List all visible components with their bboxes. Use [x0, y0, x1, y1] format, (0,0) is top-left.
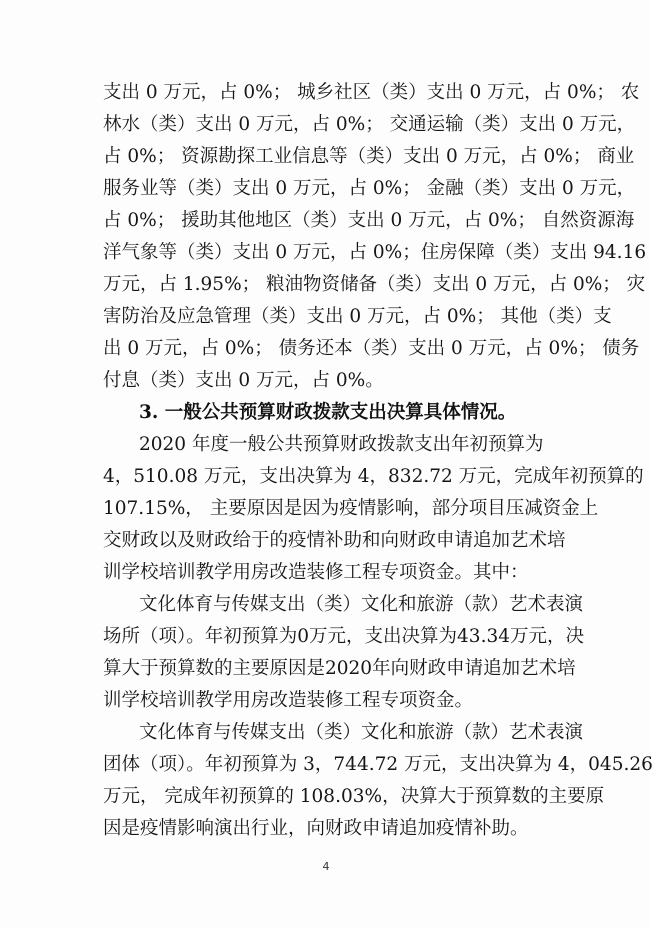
text-line: 万元， 完成年初预算的 108.03%，决算大于预算数的主要原 [103, 786, 605, 807]
text-line: 万元，占 1.95%； 粮油物资储备（类）支出 0 万元，占 0%； 灾 [103, 274, 646, 295]
text-line: 因是疫情影响演出行业，向财政申请追加疫情补助。 [103, 818, 529, 839]
text-line: 害防治及应急管理（类）支出 0 万元，占 0%； 其他（类）支 [103, 306, 612, 327]
text-line: 训学校培训教学用房改造装修工程专项资金。 [103, 690, 474, 711]
text-line: 团体（项）。年初预算为 3，744.72 万元，支出决算为 4，045.26 [103, 754, 653, 775]
text-line: 算大于预算数的主要原因是2020年向财政申请追加艺术培 [103, 658, 576, 679]
text-line: 付息（类）支出 0 万元，占 0%。 [103, 370, 384, 391]
text-line: 交财政以及财政给于的疫情补助和向财政申请追加艺术培 [103, 530, 566, 551]
text-line: 训学校培训教学用房改造装修工程专项资金。其中： [103, 562, 529, 583]
text-line: 107.15%， 主要原因是因为疫情影响，部分项目压减资金上 [103, 498, 599, 519]
text-line: 洋气象等（类）支出 0 万元，占 0%；住房保障（类）支出 94.16 [103, 242, 647, 263]
paragraph-start: 2020 年度一般公共预算财政拨款支出年初预算为 [139, 434, 544, 455]
paragraph-start: 文化体育与传媒支出（类）文化和旅游（款）艺术表演 [139, 594, 584, 615]
text-line: 占 0%； 援助其他地区（类）支出 0 万元，占 0%； 自然资源海 [103, 210, 635, 231]
paragraph-start: 文化体育与传媒支出（类）文化和旅游（款）艺术表演 [139, 722, 584, 743]
text-line: 支出 0 万元，占 0%； 城乡社区（类）支出 0 万元，占 0%； 农 [103, 82, 640, 103]
section-heading: 3. 一般公共预算财政拨款支出决算具体情况。 [139, 402, 517, 423]
text-line: 占 0%； 资源勘探工业信息等（类）支出 0 万元，占 0%； 商业 [103, 146, 635, 167]
text-line: 4，510.08 万元，支出决算为 4，832.72 万元，完成年初预算的 [103, 466, 644, 487]
text-line: 出 0 万元，占 0%； 债务还本（类）支出 0 万元，占 0%； 债务 [103, 338, 640, 359]
text-line: 服务业等（类）支出 0 万元，占 0%； 金融（类）支出 0 万元， [103, 178, 636, 199]
text-line: 林水（类）支出 0 万元，占 0%； 交通运输（类）支出 0 万元， [103, 114, 636, 135]
page-number: 4 [322, 860, 330, 873]
text-line: 场所（项）。年初预算为0万元，支出决算为43.34万元，决 [103, 626, 584, 647]
